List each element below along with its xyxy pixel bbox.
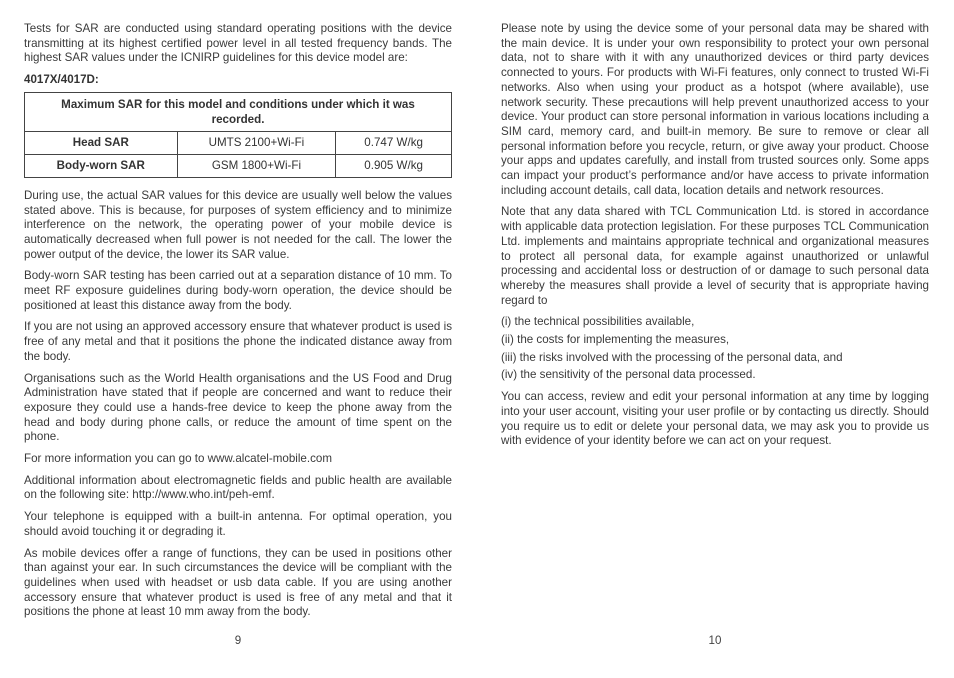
sar-row-condition: UMTS 2100+Wi-Fi	[177, 131, 336, 154]
sar-row-value: 0.905 W/kg	[336, 154, 452, 177]
page-number-left: 9	[234, 634, 242, 647]
paragraph-organisations: Organisations such as the World Health organisations and the US Food and Drug Administration have stated that if people are concerned and want to reduce their exposure they could use a hands-free device to keep the phone away from the head and body during phone calls, or reduce the amount of time spent on the phone.	[24, 371, 452, 444]
paragraph-more-info: For more information you can go to www.alcatel-mobile.com	[24, 452, 333, 466]
table-row	[25, 131, 452, 154]
sar-table-header: Maximum SAR for this model and conditions under which it was recorded.	[25, 92, 452, 131]
sar-row-label: Head SAR	[25, 131, 178, 154]
list-item: (ii) the costs for implementing the measures,	[501, 333, 730, 347]
right-page	[501, 22, 929, 456]
table-row	[25, 154, 452, 177]
model-heading: 4017X/4017D:	[24, 73, 99, 87]
paragraph-actual-sar: During use, the actual SAR values for this device are usually well below the values stated above. This is because, for purposes of system efficiency and to minimize interference on the network, the operating power of your mobile device is automatically decreased when full power is not needed for the call. The lower the power output of the device, the lower its SAR value.	[24, 188, 452, 261]
list-item: (i) the technical possibilities available,	[501, 315, 695, 329]
sar-table	[24, 92, 452, 178]
sar-row-value: 0.747 W/kg	[336, 131, 452, 154]
paragraph-accessory: If you are not using an approved accessory ensure that whatever product is used is free of any metal and that it positions the phone the indicated distance away from the body.	[24, 320, 452, 363]
sar-intro-paragraph: Tests for SAR are conducted using standard operating positions with the device transmitting at its highest certified power level in all tested frequency bands. The highest SAR values under the ICNIRP guidelines for this device model are:	[24, 22, 452, 65]
paragraph-access-review: You can access, review and edit your personal information at any time by logging into your user account, visiting your user profile or by contacting us directly. Should you require us to edit or delete your personal data, we may ask you to provide us with evidence of your identity before we can act on your request.	[501, 390, 929, 448]
paragraph-emf-info: Additional information about electromagnetic fields and public health are available on the following site: http://www.who.int/peh-emf.	[24, 473, 452, 502]
paragraph-tcl-data: Note that any data shared with TCL Communication Ltd. is stored in accordance with applicable data protection legislation. For these purposes TCL Communication Ltd. implements and maintains appropriate technical and organizational measures to protect all personal data, for example against unauthorized or unlawful processing and accidental loss or destruction of or damage to such personal data whereby the measures shall provide a level of security that is appropriate having regard to	[501, 205, 929, 307]
list-item: (iii) the risks involved with the processing of the personal data, and	[501, 350, 843, 364]
paragraph-positions: As mobile devices offer a range of functions, they can be used in positions other than against your ear. In such circumstances the device will be compliant with the guidelines when used with headset or usb data cable. If you are using another accessory ensure that whatever product is used is free of any metal and that it positions the phone at least 10 mm away from the body.	[24, 546, 452, 619]
page-number-right: 10	[708, 634, 722, 647]
paragraph-body-worn: Body-worn SAR testing has been carried out at a separation distance of 10 mm. To meet RF exposure guidelines during body-worn operation, the device should be positioned at least this distance away from the body.	[24, 269, 452, 312]
paragraph-personal-data: Please note by using the device some of your personal data may be shared with the main device. It is under your own responsibility to protect your own personal data, not to share with it with any unauthorized devices or third party devices connected to yours. For products with Wi-Fi features, only connect to trusted Wi-Fi networks. Also when using your product as a hotspot (where available), use network security. These precautions will help prevent unauthorized access to your device. Your product can store personal information in various locations including a SIM card, memory card, and built-in memory. Be sure to remove or clear all personal information before you recycle, return, or give away your product. Choose your apps and updates carefully, and install from trusted sources only. Some apps can impact your product’s performance and/or have access to private information including account details, call data, location details and network resources.	[501, 22, 929, 197]
sar-row-condition: GSM 1800+Wi-Fi	[177, 154, 336, 177]
left-page	[24, 22, 452, 627]
sar-table-header-row	[25, 92, 452, 131]
list-item: (iv) the sensitivity of the personal data processed.	[501, 368, 756, 382]
sar-row-label: Body-worn SAR	[25, 154, 178, 177]
paragraph-antenna: Your telephone is equipped with a built-in antenna. For optimal operation, you should avoid touching it or degrading it.	[24, 510, 452, 538]
